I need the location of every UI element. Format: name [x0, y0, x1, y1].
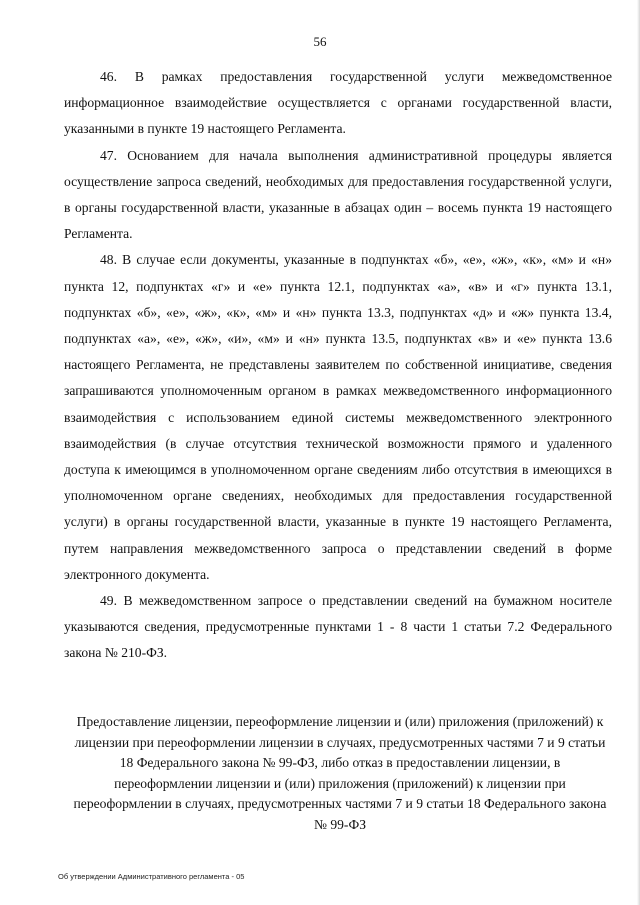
section-heading: Предоставление лицензии, переоформление лицензии и (или) приложения (приложений) к лицензии при переоформлении лицензии в случаях, предусмотренных частями 7 и 9 статьи 18 Федерального закона № 99-ФЗ, либо отказ в предоставлении лицензии, в переоформлении лицензии и (или) приложения (приложений) к лицензии при переоформлении в случаях, предусмотренных частями 7 и 9 статьи 18 Федерального закона № 99-ФЗ: [73, 714, 607, 832]
page-number: 56: [313, 34, 327, 49]
paragraph-47: 47. Основанием для начала выполнения административной процедуры является осуществление запроса сведений, необходимых для предоставления государственной услуги, в органы государственной власти, указанные в абзацах один – восемь пункта 19 настоящего Регламента.: [64, 147, 612, 242]
document-body: [64, 64, 612, 667]
footer-note: Об утверждении Административного регламента - 05: [58, 872, 245, 881]
paragraph-48: 48. В случае если документы, указанные в подпунктах «б», «е», «ж», «к», «м» и «н» пункта 12, подпунктах «г» и «е» пункта 12.1, подпунктах «а», «в» и «г» пункта 13.1, подпунктах «б», «е», «ж», «к», «м» и «н» пункта 13.3, подпунктах «д» и «ж» пункта 13.4, подпунктах «а», «е», «ж», «и», «м» и «н» пункта 13.5, подпунктах «в» и «е» пункта 13.6 настоящего Регламента, не представлены заявителем по собственной инициативе, сведения запрашиваются уполномоченным органом в рамках межведомственного информационного взаимодействия с использованием единой системы межведомственного электронного взаимодействия (в случае отсутствия технической возможности прямого и удаленного доступа к имеющимся в уполномоченном органе сведениям либо отсутствия в имеющихся в уполномоченном органе сведениях, необходимых для предоставления государственной услуги) в органы государственной власти, указанные в пункте 19 настоящего Регламента, путем направления межведомственного запроса о представлении сведений в форме электронного документа.: [64, 252, 612, 582]
paragraph-46: 46. В рамках предоставления государственной услуги межведомственное информационное взаимодействие осуществляется с органами государственной власти, указанными в пункте 19 настоящего Регламента.: [64, 69, 612, 137]
paragraph-49: 49. В межведомственном запросе о представлении сведений на бумажном носителе указываются сведения, предусмотренные пунктами 1 - 8 части 1 статьи 7.2 Федерального закона № 210-ФЗ.: [64, 593, 612, 661]
